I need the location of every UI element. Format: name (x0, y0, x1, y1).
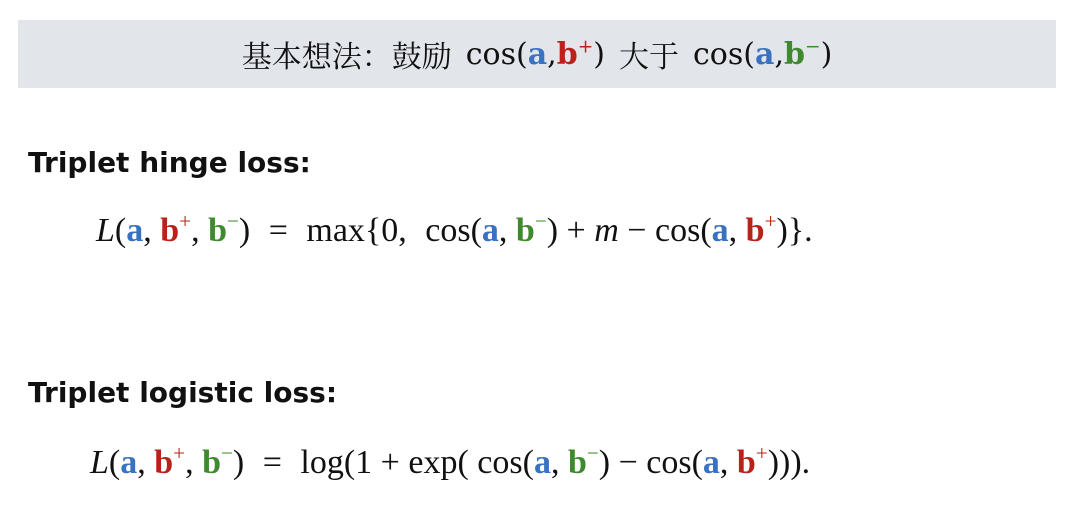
logistic-loss-formula: L(a, b+, b−) = log(1 + exp( cos(a, b−) − cos(a, b+))). (90, 440, 811, 481)
banner-expression-1: cos(a,b+) (465, 35, 605, 72)
banner-prefix: 基本想法：鼓励 (241, 40, 452, 75)
hinge-loss-formula: L(a, b+, b−) = max{0, cos(a, b−) + m − cos(a, b+)}. (96, 208, 813, 249)
banner-middle: 大于 (619, 40, 679, 75)
banner-expression-2: cos(a,b−) (693, 35, 833, 72)
idea-banner (18, 20, 1056, 88)
logistic-loss-heading: Triplet logistic loss: (28, 376, 338, 409)
hinge-loss-heading: Triplet hinge loss: (28, 146, 311, 179)
